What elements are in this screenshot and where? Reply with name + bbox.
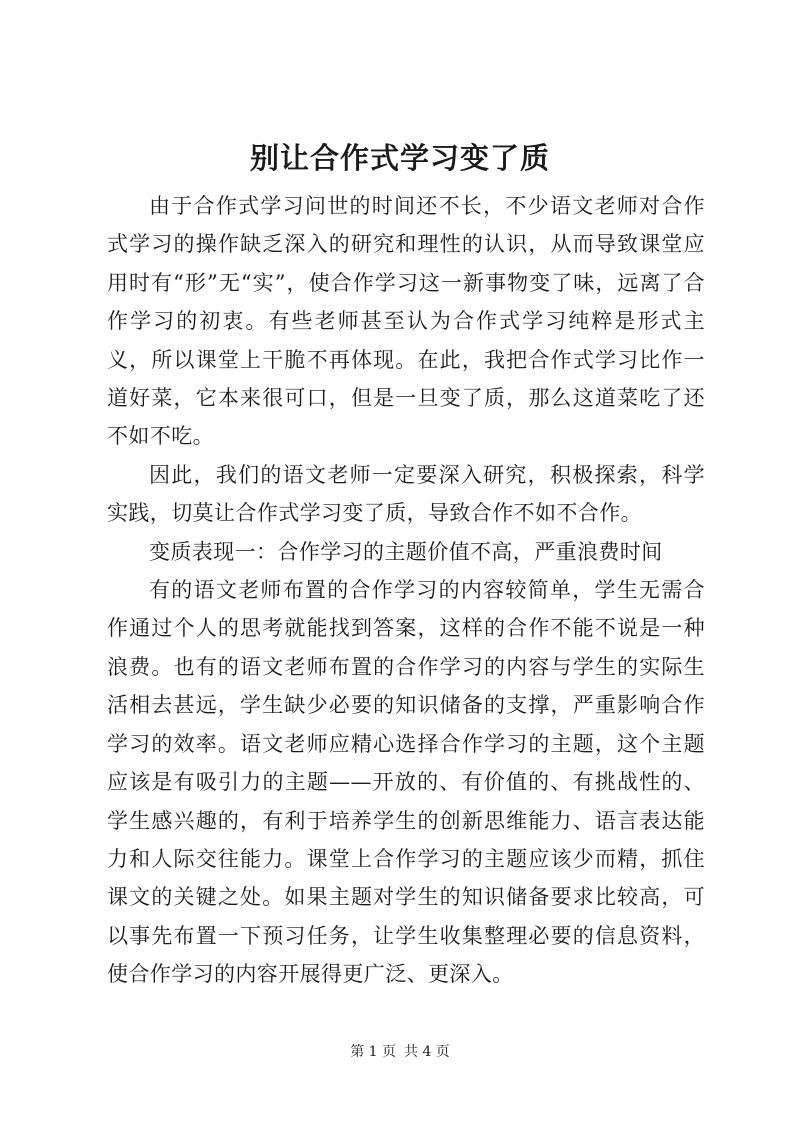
document-body <box>107 187 705 994</box>
paragraph-conclusion: 因此，我们的语文老师一定要深入研究，积极探索，科学实践，切莫让合作式学习变了质，导致合作不如不合作。 <box>107 462 705 526</box>
page-total: 共 4 页 <box>404 1044 450 1060</box>
paragraph-intro: 由于合作式学习问世的时间还不长，不少语文老师对合作式学习的操作缺乏深入的研究和理性的认识，从而导致课堂应用时有“形”无“实”，使合作学习这一新事物变了味，远离了合作学习的初衷。有些老师甚至认为合作式学习纯粹是形式主义，所以课堂上干脆不再体现。在此，我把合作式学习比作一道好菜，它本来很可口，但是一旦变了质，那么这道菜吃了还不如不吃。 <box>107 194 705 449</box>
page-footer <box>0 1042 800 1062</box>
section-heading: 变质表现一：合作学习的主题价值不高，严重浪费时间 <box>149 539 663 564</box>
document-title: 别让合作式学习变了质 <box>249 141 550 175</box>
page-number: 第 1 页 <box>350 1044 396 1060</box>
paragraph-section-body: 有的语文老师布置的合作学习的内容较简单，学生无需合作通过个人的思考就能找到答案，这样的合作不能不说是一种浪费。也有的语文老师布置的合作学习的内容与学生的实际生活相去甚远，学生缺少必要的知识储备的支撑，严重影响合作学习的效率。语文老师应精心选择合作学习的主题，这个主题应该是有吸引力的主题——开放的、有价值的、有挑战性的、学生感兴趣的，有利于培养学生的创新思维能力、语言表达能力和人际交往能力。课堂上合作学习的主题应该少而精，抓住课文的关键之处。如果主题对学生的知识储备要求比较高，可以事先布置一下预习任务，让学生收集整理必要的信息资料，使合作学习的内容开展得更广泛、更深入。 <box>107 578 705 987</box>
